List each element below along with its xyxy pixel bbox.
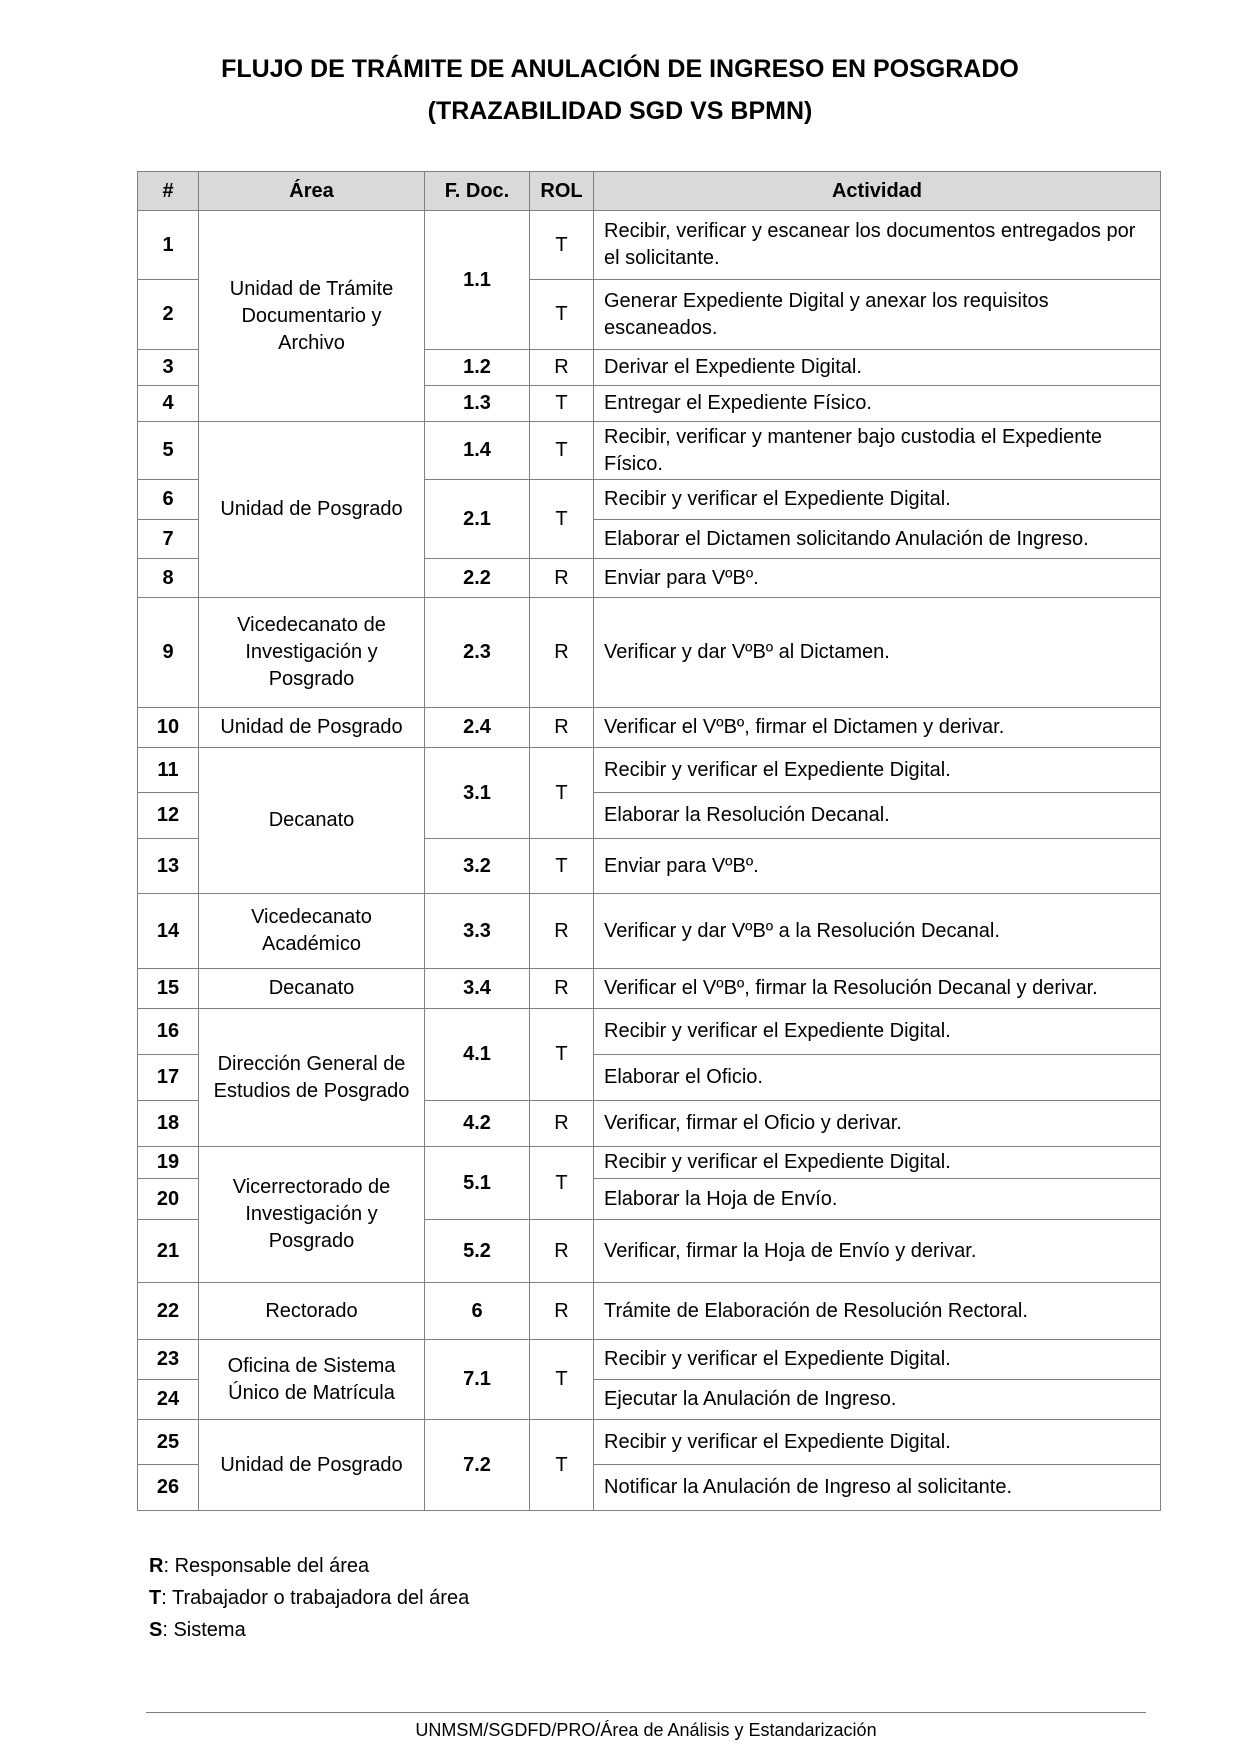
activity-cell: Verificar y dar VºBº a la Resolución Decanal. xyxy=(594,894,1161,969)
row-number: 18 xyxy=(138,1101,199,1147)
row-number: 26 xyxy=(138,1465,199,1511)
area-cell: Dirección General de Estudios de Posgrado xyxy=(199,1009,425,1147)
area-cell: Decanato xyxy=(199,969,425,1009)
fdoc-cell: 5.1 xyxy=(425,1147,530,1220)
rol-cell: R xyxy=(530,1220,594,1283)
rol-cell: T xyxy=(530,480,594,559)
header-actividad: Actividad xyxy=(594,172,1161,211)
fdoc-cell: 5.2 xyxy=(425,1220,530,1283)
row-number: 22 xyxy=(138,1283,199,1340)
legend-text: : Responsable del área xyxy=(163,1555,370,1577)
rol-cell: T xyxy=(530,386,594,422)
rol-cell: R xyxy=(530,350,594,386)
row-number: 13 xyxy=(138,839,199,894)
fdoc-cell: 1.2 xyxy=(425,350,530,386)
fdoc-cell: 2.2 xyxy=(425,559,530,598)
rol-cell: R xyxy=(530,894,594,969)
fdoc-cell: 1.4 xyxy=(425,422,530,480)
row-number: 1 xyxy=(138,211,199,280)
fdoc-cell: 6 xyxy=(425,1283,530,1340)
fdoc-cell: 3.4 xyxy=(425,969,530,1009)
legend xyxy=(149,1550,469,1646)
rol-cell: R xyxy=(530,708,594,748)
fdoc-cell: 3.1 xyxy=(425,748,530,839)
legend-key: R xyxy=(149,1555,164,1577)
area-cell: Unidad de Trámite Documentario y Archivo xyxy=(199,211,425,422)
header-num: # xyxy=(138,172,199,211)
legend-key: T xyxy=(149,1587,162,1609)
row-number: 4 xyxy=(138,386,199,422)
rol-cell: T xyxy=(530,422,594,480)
row-number: 5 xyxy=(138,422,199,480)
activity-cell: Recibir y verificar el Expediente Digital. xyxy=(594,1009,1161,1055)
title-line-2: (TRAZABILIDAD SGD VS BPMN) xyxy=(427,97,813,125)
row-number: 19 xyxy=(138,1147,199,1179)
area-cell: Rectorado xyxy=(199,1283,425,1340)
area-cell: Decanato xyxy=(199,748,425,894)
table-row xyxy=(138,422,1161,480)
fdoc-cell: 4.2 xyxy=(425,1101,530,1147)
activity-cell: Elaborar el Oficio. xyxy=(594,1055,1161,1101)
activity-cell: Enviar para VºBº. xyxy=(594,559,1161,598)
activity-cell: Verificar, firmar el Oficio y derivar. xyxy=(594,1101,1161,1147)
activity-cell: Verificar y dar VºBº al Dictamen. xyxy=(594,598,1161,708)
activity-cell: Verificar el VºBº, firmar la Resolución Decanal y derivar. xyxy=(594,969,1161,1009)
table-row xyxy=(138,969,1161,1009)
activity-cell: Notificar la Anulación de Ingreso al solicitante. xyxy=(594,1465,1161,1511)
activity-cell: Recibir y verificar el Expediente Digital. xyxy=(594,480,1161,520)
rol-cell: T xyxy=(530,839,594,894)
activity-cell: Entregar el Expediente Físico. xyxy=(594,386,1161,422)
legend-text: : Sistema xyxy=(162,1619,246,1641)
title-line-1: FLUJO DE TRÁMITE DE ANULACIÓN DE INGRESO EN POSGRADO xyxy=(221,55,1019,83)
fdoc-cell: 4.1 xyxy=(425,1009,530,1101)
header-fdoc: F. Doc. xyxy=(425,172,530,211)
header-rol: ROL xyxy=(530,172,594,211)
table-row xyxy=(138,1340,1161,1380)
row-number: 25 xyxy=(138,1420,199,1465)
row-number: 17 xyxy=(138,1055,199,1101)
activity-cell: Trámite de Elaboración de Resolución Rectoral. xyxy=(594,1283,1161,1340)
fdoc-cell: 7.2 xyxy=(425,1420,530,1511)
activity-cell: Derivar el Expediente Digital. xyxy=(594,350,1161,386)
flow-table xyxy=(137,171,1161,1511)
fdoc-cell: 2.1 xyxy=(425,480,530,559)
row-number: 23 xyxy=(138,1340,199,1380)
activity-cell: Elaborar la Hoja de Envío. xyxy=(594,1179,1161,1220)
rol-cell: R xyxy=(530,1283,594,1340)
activity-cell: Verificar el VºBº, firmar el Dictamen y derivar. xyxy=(594,708,1161,748)
row-number: 7 xyxy=(138,520,199,559)
fdoc-cell: 3.2 xyxy=(425,839,530,894)
row-number: 9 xyxy=(138,598,199,708)
row-number: 16 xyxy=(138,1009,199,1055)
activity-cell: Recibir, verificar y mantener bajo custodia el Expediente Físico. xyxy=(594,422,1161,480)
legend-item xyxy=(149,1614,469,1646)
footer-text: UNMSM/SGDFD/PRO/Área de Análisis y Estandarización xyxy=(415,1720,877,1740)
fdoc-cell: 2.3 xyxy=(425,598,530,708)
legend-item xyxy=(149,1550,469,1582)
activity-cell: Elaborar la Resolución Decanal. xyxy=(594,793,1161,839)
table-header-row xyxy=(138,172,1161,211)
activity-cell: Verificar, firmar la Hoja de Envío y derivar. xyxy=(594,1220,1161,1283)
rol-cell: R xyxy=(530,1101,594,1147)
table-row xyxy=(138,1009,1161,1055)
fdoc-cell: 1.1 xyxy=(425,211,530,350)
rol-cell: T xyxy=(530,748,594,839)
row-number: 10 xyxy=(138,708,199,748)
area-cell: Unidad de Posgrado xyxy=(199,1420,425,1511)
activity-cell: Elaborar el Dictamen solicitando Anulación de Ingreso. xyxy=(594,520,1161,559)
row-number: 21 xyxy=(138,1220,199,1283)
table-row xyxy=(138,708,1161,748)
fdoc-cell: 2.4 xyxy=(425,708,530,748)
footer-divider xyxy=(146,1712,1146,1713)
rol-cell: T xyxy=(530,1009,594,1101)
rol-cell: T xyxy=(530,211,594,280)
header-area: Área xyxy=(199,172,425,211)
area-cell: Vicerrectorado de Investigación y Posgrado xyxy=(199,1147,425,1283)
row-number: 12 xyxy=(138,793,199,839)
legend-item xyxy=(149,1582,469,1614)
rol-cell: T xyxy=(530,1147,594,1220)
area-cell: Unidad de Posgrado xyxy=(199,422,425,598)
rol-cell: R xyxy=(530,598,594,708)
row-number: 14 xyxy=(138,894,199,969)
activity-cell: Recibir y verificar el Expediente Digital. xyxy=(594,1340,1161,1380)
activity-cell: Generar Expediente Digital y anexar los requisitos escaneados. xyxy=(594,280,1161,350)
area-cell: Oficina de Sistema Único de Matrícula xyxy=(199,1340,425,1420)
row-number: 8 xyxy=(138,559,199,598)
activity-cell: Recibir y verificar el Expediente Digital. xyxy=(594,1420,1161,1465)
rol-cell: R xyxy=(530,559,594,598)
row-number: 20 xyxy=(138,1179,199,1220)
activity-cell: Recibir, verificar y escanear los documentos entregados por el solicitante. xyxy=(594,211,1161,280)
rol-cell: T xyxy=(530,1340,594,1420)
area-cell: Vicedecanato de Investigación y Posgrado xyxy=(199,598,425,708)
rol-cell: R xyxy=(530,969,594,1009)
row-number: 3 xyxy=(138,350,199,386)
area-cell: Vicedecanato Académico xyxy=(199,894,425,969)
page-title xyxy=(120,48,1120,132)
table-row xyxy=(138,1420,1161,1465)
rol-cell: T xyxy=(530,1420,594,1511)
table-row xyxy=(138,748,1161,793)
row-number: 6 xyxy=(138,480,199,520)
table-row xyxy=(138,1283,1161,1340)
table-row xyxy=(138,211,1161,280)
activity-cell: Ejecutar la Anulación de Ingreso. xyxy=(594,1380,1161,1420)
fdoc-cell: 1.3 xyxy=(425,386,530,422)
row-number: 24 xyxy=(138,1380,199,1420)
fdoc-cell: 7.1 xyxy=(425,1340,530,1420)
activity-cell: Recibir y verificar el Expediente Digital. xyxy=(594,748,1161,793)
activity-cell: Enviar para VºBº. xyxy=(594,839,1161,894)
row-number: 2 xyxy=(138,280,199,350)
row-number: 11 xyxy=(138,748,199,793)
legend-text: : Trabajador o trabajadora del área xyxy=(161,1587,470,1609)
table-row xyxy=(138,598,1161,708)
table-row xyxy=(138,1147,1161,1179)
table-row xyxy=(138,894,1161,969)
area-cell: Unidad de Posgrado xyxy=(199,708,425,748)
rol-cell: T xyxy=(530,280,594,350)
fdoc-cell: 3.3 xyxy=(425,894,530,969)
row-number: 15 xyxy=(138,969,199,1009)
legend-key: S xyxy=(149,1619,163,1641)
activity-cell: Recibir y verificar el Expediente Digital. xyxy=(594,1147,1161,1179)
